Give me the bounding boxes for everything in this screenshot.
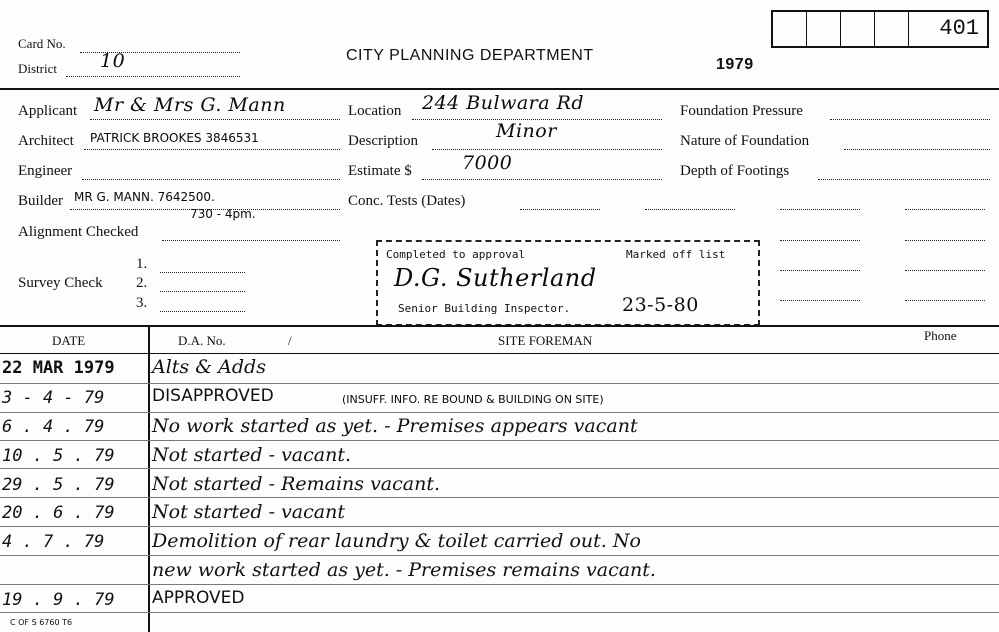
estimate-label: Estimate $ <box>348 163 412 179</box>
entry-note: Not started - vacant <box>152 501 345 523</box>
applicant-label: Applicant <box>18 103 78 119</box>
entry-note: Not started - Remains vacant. <box>152 473 441 495</box>
entry-date: 22 MAR 1979 <box>2 358 115 378</box>
year: 1979 <box>716 56 754 73</box>
col-date: DATE <box>52 333 86 348</box>
col-da-slash: / <box>288 333 292 348</box>
entry-note: Alts & Adds <box>152 356 266 378</box>
col-da: D.A. No. <box>178 333 226 348</box>
description-value: Minor <box>496 120 557 142</box>
col-foreman: SITE FOREMAN <box>498 333 593 348</box>
entry-date: 6 . 4 . 79 <box>2 417 105 437</box>
entry-note: Demolition of rear laundry & toilet carried out. No <box>152 530 641 552</box>
stamp-date: 23-5-80 <box>622 294 699 316</box>
entry-note: new work started as yet. - Premises remains vacant. <box>152 559 656 581</box>
location-label: Location <box>348 103 402 119</box>
survey-label: Survey Check <box>18 275 103 291</box>
survey-item-1: 1. <box>136 256 148 272</box>
builder-hours: 730 - 4pm. <box>190 207 256 221</box>
alignment-label: Alignment Checked <box>18 224 139 240</box>
entry-date: 20 . 6 . 79 <box>2 503 115 523</box>
architect-value: PATRICK BROOKES 3846531 <box>90 131 259 145</box>
survey-item-3: 3. <box>136 295 148 311</box>
entry-date: 4 . 7 . 79 <box>2 532 105 552</box>
card-number: 401 <box>939 16 979 41</box>
entry-date: 29 . 5 . 79 <box>2 475 115 495</box>
stamp-signature: D.G. Sutherland <box>394 264 597 292</box>
stamp-inspector: Senior Building Inspector. <box>398 302 571 315</box>
col-phone: Phone <box>924 328 957 343</box>
depth-footings-label: Depth of Footings <box>680 163 790 179</box>
table-column-rule <box>148 325 150 632</box>
foundation-pressure-label: Foundation Pressure <box>680 103 803 119</box>
architect-label: Architect <box>18 133 74 149</box>
entry-note: DISAPPROVED <box>152 386 274 406</box>
entry-note: No work started as yet. - Premises appears vacant <box>152 415 638 437</box>
entry-date: 19 . 9 . 79 <box>2 590 115 610</box>
footer-code: C OF S 6760 T6 <box>10 618 73 627</box>
department-title: CITY PLANNING DEPARTMENT <box>346 47 594 64</box>
conc-tests-label: Conc. Tests (Dates) <box>348 193 466 209</box>
estimate-value: 7000 <box>462 152 513 174</box>
entry-note: APPROVED <box>152 588 245 608</box>
builder-value: MR G. MANN. 7642500. <box>74 190 215 204</box>
location-value: 244 Bulwara Rd <box>422 92 585 114</box>
applicant-value: Mr & Mrs G. Mann <box>94 94 286 116</box>
entry-note: Not started - vacant. <box>152 444 352 466</box>
entry-date: 10 . 5 . 79 <box>2 446 115 466</box>
stamp-marked-off: Marked off list <box>626 248 726 261</box>
engineer-label: Engineer <box>18 163 73 179</box>
builder-label: Builder <box>18 193 63 209</box>
card-number-boxes <box>771 10 989 48</box>
card-no-label: Card No. <box>18 36 66 51</box>
description-label: Description <box>348 133 418 149</box>
entry-note-detail: (INSUFF. INFO. RE BOUND & BUILDING ON SITE) <box>342 393 604 406</box>
district-value: 10 <box>100 50 126 72</box>
header-rule <box>0 88 999 90</box>
stamp-completed: Completed to approval <box>386 248 526 261</box>
table-header-rule <box>0 353 999 354</box>
entry-date: 3 - 4 - 79 <box>2 388 105 408</box>
completion-stamp <box>376 240 760 326</box>
nature-foundation-label: Nature of Foundation <box>680 133 810 149</box>
survey-item-2: 2. <box>136 275 148 291</box>
district-label: District <box>18 61 57 76</box>
